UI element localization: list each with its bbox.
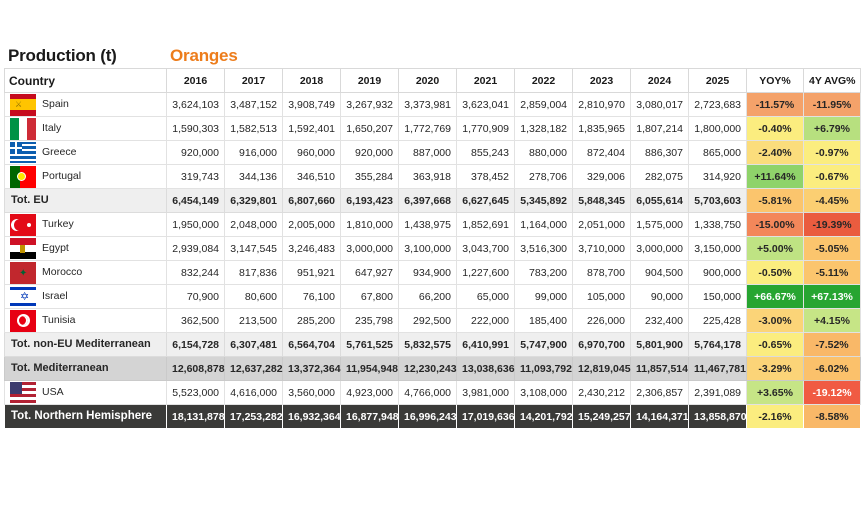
cell-value: 5,523,000 [167, 381, 225, 405]
cell-yoy: -3.29% [747, 357, 804, 381]
cell-4y-avg: -4.45% [804, 189, 861, 213]
spreadsheet-canvas [0, 28, 856, 528]
cell-value: 105,000 [573, 285, 631, 309]
cell-value: 17,253,282 [225, 405, 283, 429]
country-name: Morocco [42, 266, 83, 279]
cell-value: 1,650,207 [341, 117, 399, 141]
header-year-2020: 2020 [399, 69, 457, 93]
cell-yoy: +3.65% [747, 381, 804, 405]
header-year-2018: 2018 [283, 69, 341, 93]
cell-value: 314,920 [689, 165, 747, 189]
table-row [5, 189, 861, 213]
country-name: Portugal [42, 170, 82, 183]
cell-value: 17,019,636 [457, 405, 515, 429]
row-label-egypt [5, 237, 167, 261]
cell-value: 12,637,282 [225, 357, 283, 381]
cell-value: 363,918 [399, 165, 457, 189]
cell-value: 900,000 [689, 261, 747, 285]
cell-value: 1,438,975 [399, 213, 457, 237]
cell-value: 886,307 [631, 141, 689, 165]
cell-value: 6,154,728 [167, 333, 225, 357]
cell-value: 1,227,600 [457, 261, 515, 285]
cell-value: 880,000 [515, 141, 573, 165]
row-label-portugal [5, 165, 167, 189]
cell-yoy: -5.81% [747, 189, 804, 213]
cell-value: 5,764,178 [689, 333, 747, 357]
country-name: Egypt [42, 242, 69, 255]
cell-value: 5,832,575 [399, 333, 457, 357]
header-year-2019: 2019 [341, 69, 399, 93]
cell-value: 6,055,614 [631, 189, 689, 213]
cell-value: 3,267,932 [341, 93, 399, 117]
cell-value: 904,500 [631, 261, 689, 285]
cell-4y-avg: -8.58% [804, 405, 861, 429]
table-row [5, 93, 861, 117]
cell-value: 5,747,900 [515, 333, 573, 357]
cell-value: 3,981,000 [457, 381, 515, 405]
cell-value: 1,810,000 [341, 213, 399, 237]
row-label-italy [5, 117, 167, 141]
row-label-tot-non-eu-mediterranean [5, 333, 167, 357]
cell-value: 378,452 [457, 165, 515, 189]
cell-value: 90,000 [631, 285, 689, 309]
cell-value: 222,000 [457, 309, 515, 333]
cell-value: 4,766,000 [399, 381, 457, 405]
cell-value: 3,000,000 [341, 237, 399, 261]
cell-value: 3,560,000 [283, 381, 341, 405]
country-name: Tot. Northern Hemisphere [11, 409, 152, 422]
cell-value: 2,005,000 [283, 213, 341, 237]
cell-value: 6,807,660 [283, 189, 341, 213]
header-country: Country [5, 69, 167, 93]
header-year-2022: 2022 [515, 69, 573, 93]
cell-value: 67,800 [341, 285, 399, 309]
cell-value: 1,590,303 [167, 117, 225, 141]
cell-value: 362,500 [167, 309, 225, 333]
header-year-2023: 2023 [573, 69, 631, 93]
cell-4y-avg: -6.02% [804, 357, 861, 381]
table-row [5, 357, 861, 381]
cell-value: 1,582,513 [225, 117, 283, 141]
table-row [5, 405, 861, 429]
cell-value: 2,306,857 [631, 381, 689, 405]
cell-value: 1,338,750 [689, 213, 747, 237]
cell-value: 65,000 [457, 285, 515, 309]
cell-yoy: -11.57% [747, 93, 804, 117]
cell-value: 11,954,948 [341, 357, 399, 381]
cell-value: 285,200 [283, 309, 341, 333]
cell-value: 647,927 [341, 261, 399, 285]
table-row [5, 261, 861, 285]
cell-value: 2,810,970 [573, 93, 631, 117]
cell-value: 70,900 [167, 285, 225, 309]
cell-yoy: -2.40% [747, 141, 804, 165]
cell-value: 6,329,801 [225, 189, 283, 213]
cell-value: 11,093,792 [515, 357, 573, 381]
cell-value: 960,000 [283, 141, 341, 165]
cell-value: 5,801,900 [631, 333, 689, 357]
cell-value: 6,970,700 [573, 333, 631, 357]
cell-value: 3,623,041 [457, 93, 515, 117]
flag-tunisia [10, 310, 36, 332]
flag-portugal [10, 166, 36, 188]
cell-value: 1,835,965 [573, 117, 631, 141]
country-name: Italy [42, 122, 62, 135]
cell-value: 1,164,000 [515, 213, 573, 237]
cell-value: 865,000 [689, 141, 747, 165]
cell-value: 292,500 [399, 309, 457, 333]
cell-value: 213,500 [225, 309, 283, 333]
cell-4y-avg: -5.11% [804, 261, 861, 285]
row-label-israel [5, 285, 167, 309]
cell-value: 2,048,000 [225, 213, 283, 237]
country-name: USA [42, 386, 64, 399]
cell-value: 6,627,645 [457, 189, 515, 213]
cell-value: 14,164,371 [631, 405, 689, 429]
cell-value: 3,000,000 [631, 237, 689, 261]
production-table [4, 68, 861, 429]
cell-4y-avg: -19.39% [804, 213, 861, 237]
cell-4y-avg: -11.95% [804, 93, 861, 117]
cell-4y-avg: +4.15% [804, 309, 861, 333]
table-row [5, 237, 861, 261]
cell-value: 916,000 [225, 141, 283, 165]
cell-value: 80,600 [225, 285, 283, 309]
cell-value: 3,710,000 [573, 237, 631, 261]
cell-value: 15,249,257 [573, 405, 631, 429]
crop-title: Oranges [170, 46, 238, 65]
table-row [5, 117, 861, 141]
cell-value: 16,996,243 [399, 405, 457, 429]
cell-value: 319,743 [167, 165, 225, 189]
cell-value: 5,703,603 [689, 189, 747, 213]
cell-value: 6,410,991 [457, 333, 515, 357]
cell-value: 855,243 [457, 141, 515, 165]
cell-value: 355,284 [341, 165, 399, 189]
table-row [5, 213, 861, 237]
cell-value: 226,000 [573, 309, 631, 333]
title-band [0, 28, 800, 66]
row-label-morocco [5, 261, 167, 285]
cell-4y-avg: -19.12% [804, 381, 861, 405]
cell-value: 3,624,103 [167, 93, 225, 117]
table-row [5, 309, 861, 333]
cell-4y-avg: -5.05% [804, 237, 861, 261]
row-label-greece [5, 141, 167, 165]
cell-value: 344,136 [225, 165, 283, 189]
cell-value: 225,428 [689, 309, 747, 333]
cell-value: 3,147,545 [225, 237, 283, 261]
cell-value: 66,200 [399, 285, 457, 309]
cell-value: 185,400 [515, 309, 573, 333]
cell-value: 1,950,000 [167, 213, 225, 237]
cell-value: 1,852,691 [457, 213, 515, 237]
header-year-2024: 2024 [631, 69, 689, 93]
cell-value: 16,877,948 [341, 405, 399, 429]
cell-value: 278,706 [515, 165, 573, 189]
cell-value: 3,246,483 [283, 237, 341, 261]
cell-value: 346,510 [283, 165, 341, 189]
cell-value: 1,800,000 [689, 117, 747, 141]
cell-value: 951,921 [283, 261, 341, 285]
cell-value: 2,430,212 [573, 381, 631, 405]
cell-yoy: +5.00% [747, 237, 804, 261]
table-row [5, 165, 861, 189]
page-title: Production (t) [8, 46, 117, 65]
cell-value: 872,404 [573, 141, 631, 165]
flag-morocco: ✦ [10, 262, 36, 284]
flag-usa [10, 382, 36, 404]
flag-turkey [10, 214, 36, 236]
cell-value: 3,080,017 [631, 93, 689, 117]
cell-value: 5,761,525 [341, 333, 399, 357]
cell-value: 3,100,000 [399, 237, 457, 261]
cell-value: 6,193,423 [341, 189, 399, 213]
cell-value: 13,372,364 [283, 357, 341, 381]
cell-yoy: -15.00% [747, 213, 804, 237]
cell-value: 12,608,878 [167, 357, 225, 381]
cell-value: 4,923,000 [341, 381, 399, 405]
cell-value: 3,150,000 [689, 237, 747, 261]
cell-value: 282,075 [631, 165, 689, 189]
cell-value: 6,454,149 [167, 189, 225, 213]
cell-value: 2,723,683 [689, 93, 747, 117]
cell-4y-avg: -0.97% [804, 141, 861, 165]
cell-value: 6,397,668 [399, 189, 457, 213]
cell-value: 3,487,152 [225, 93, 283, 117]
cell-yoy: -0.40% [747, 117, 804, 141]
cell-value: 150,000 [689, 285, 747, 309]
row-label-spain [5, 93, 167, 117]
table-row [5, 285, 861, 309]
header-yoy-percent: YOY% [747, 69, 804, 93]
flag-greece [10, 142, 36, 164]
cell-value: 14,201,792 [515, 405, 573, 429]
cell-4y-avg: +6.79% [804, 117, 861, 141]
flag-italy [10, 118, 36, 140]
row-label-tunisia [5, 309, 167, 333]
country-name: Tunisia [42, 314, 76, 327]
cell-value: 920,000 [167, 141, 225, 165]
table-row [5, 333, 861, 357]
cell-value: 16,932,364 [283, 405, 341, 429]
cell-value: 1,575,000 [631, 213, 689, 237]
cell-4y-avg: -0.67% [804, 165, 861, 189]
cell-4y-avg: +67.13% [804, 285, 861, 309]
country-name: Spain [42, 98, 69, 111]
table-body [5, 93, 861, 429]
row-label-tot-eu [5, 189, 167, 213]
cell-value: 6,307,481 [225, 333, 283, 357]
flag-israel: ✡ [10, 286, 36, 308]
header-year-2016: 2016 [167, 69, 225, 93]
cell-value: 2,939,084 [167, 237, 225, 261]
cell-value: 5,345,892 [515, 189, 573, 213]
cell-value: 934,900 [399, 261, 457, 285]
country-name: Greece [42, 146, 77, 159]
table-row [5, 141, 861, 165]
cell-yoy: -3.00% [747, 309, 804, 333]
cell-value: 2,859,004 [515, 93, 573, 117]
cell-yoy: -2.16% [747, 405, 804, 429]
cell-value: 878,700 [573, 261, 631, 285]
cell-value: 3,043,700 [457, 237, 515, 261]
cell-value: 783,200 [515, 261, 573, 285]
cell-value: 887,000 [399, 141, 457, 165]
cell-value: 6,564,704 [283, 333, 341, 357]
cell-value: 3,108,000 [515, 381, 573, 405]
cell-value: 18,131,878 [167, 405, 225, 429]
flag-spain: ⚔ [10, 94, 36, 116]
row-label-tot-mediterranean [5, 357, 167, 381]
country-name: Israel [42, 290, 68, 303]
cell-value: 817,836 [225, 261, 283, 285]
cell-value: 76,100 [283, 285, 341, 309]
cell-value: 13,858,870 [689, 405, 747, 429]
table-row [5, 381, 861, 405]
header-year-2025: 2025 [689, 69, 747, 93]
cell-yoy: +66.67% [747, 285, 804, 309]
cell-value: 4,616,000 [225, 381, 283, 405]
table-header-row [5, 69, 861, 93]
cell-value: 329,006 [573, 165, 631, 189]
row-label-turkey [5, 213, 167, 237]
cell-value: 920,000 [341, 141, 399, 165]
cell-value: 3,516,300 [515, 237, 573, 261]
header-year-2021: 2021 [457, 69, 515, 93]
cell-value: 235,798 [341, 309, 399, 333]
cell-value: 99,000 [515, 285, 573, 309]
cell-value: 1,770,909 [457, 117, 515, 141]
cell-value: 232,400 [631, 309, 689, 333]
cell-value: 12,819,045 [573, 357, 631, 381]
cell-4y-avg: -7.52% [804, 333, 861, 357]
cell-yoy: -0.50% [747, 261, 804, 285]
cell-value: 3,908,749 [283, 93, 341, 117]
cell-value: 11,857,514 [631, 357, 689, 381]
cell-value: 2,391,089 [689, 381, 747, 405]
country-name: Tot. non-EU Mediterranean [11, 338, 151, 350]
header-four-year-avg-percent: 4Y AVG% [804, 69, 861, 93]
cell-value: 5,848,345 [573, 189, 631, 213]
cell-value: 1,772,769 [399, 117, 457, 141]
cell-value: 2,051,000 [573, 213, 631, 237]
cell-yoy: -0.65% [747, 333, 804, 357]
row-label-tot-northern-hemisphere [5, 405, 167, 429]
cell-value: 1,592,401 [283, 117, 341, 141]
cell-value: 1,807,214 [631, 117, 689, 141]
cell-value: 12,230,243 [399, 357, 457, 381]
cell-value: 832,244 [167, 261, 225, 285]
cell-value: 3,373,981 [399, 93, 457, 117]
cell-value: 11,467,781 [689, 357, 747, 381]
cell-value: 13,038,636 [457, 357, 515, 381]
flag-egypt [10, 238, 36, 260]
country-name: Turkey [42, 218, 74, 231]
row-label-usa [5, 381, 167, 405]
cell-yoy: +11.64% [747, 165, 804, 189]
country-name: Tot. EU [11, 194, 49, 206]
header-year-2017: 2017 [225, 69, 283, 93]
country-name: Tot. Mediterranean [11, 362, 109, 374]
cell-value: 1,328,182 [515, 117, 573, 141]
